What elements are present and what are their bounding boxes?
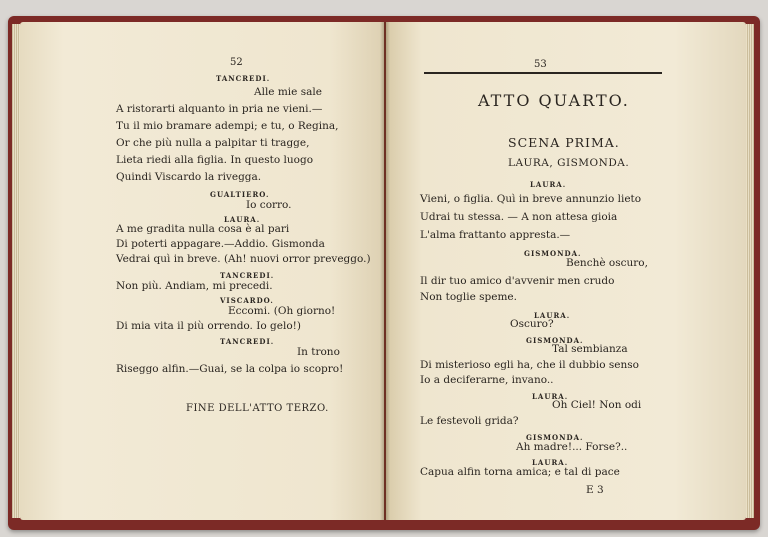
verse-line: Riseggo alfin.—Guai, se la colpa io scopro! xyxy=(116,363,344,375)
verse-line: A ristorarti alquanto in pria ne vieni.— xyxy=(116,103,323,115)
left-page-edges xyxy=(12,24,20,518)
left-page xyxy=(20,22,384,520)
speaker-label: TANCREDI. xyxy=(220,271,275,280)
page-number: 53 xyxy=(534,59,547,70)
verse-line: Benchè oscuro, xyxy=(566,257,648,269)
verse-line: Vieni, o figlia. Quì in breve annunzio lieto xyxy=(420,193,642,205)
verse-line: In trono xyxy=(297,346,340,358)
scene-cast: LAURA, GISMONDA. xyxy=(508,157,630,169)
speaker-label: LAURA. xyxy=(532,392,569,401)
speaker-label: GISMONDA. xyxy=(526,336,584,345)
act-title: ATTO QUARTO. xyxy=(478,91,630,110)
verse-line: A me gradita nulla cosa è al pari xyxy=(116,223,290,235)
verse-line: Oh Ciel! Non odi xyxy=(552,399,642,411)
speaker-label: GISMONDA. xyxy=(526,433,584,442)
verse-line: L'alma frattanto appresta.— xyxy=(420,229,571,241)
speaker-label: GISMONDA. xyxy=(524,249,582,258)
verse-line: Io a deciferarne, invano.. xyxy=(420,374,554,386)
right-page xyxy=(386,22,746,520)
speaker-label: LAURA. xyxy=(534,311,571,320)
verse-line: Non più. Andiam, mi precedi. xyxy=(116,280,273,292)
verse-line: Capua alfin torna amica; e tal di pace xyxy=(420,466,620,478)
speaker-label: LAURA. xyxy=(224,215,261,224)
verse-line: Non toglie speme. xyxy=(420,291,517,303)
verse-line: Io corro. xyxy=(246,199,292,211)
signature-mark: E 3 xyxy=(586,484,604,496)
verse-line: Udrai tu stessa. — A non attesa gioia xyxy=(420,211,618,223)
verse-line: Di misterioso egli ha, che il dubbio senso xyxy=(420,359,639,371)
verse-line: Di mia vita il più orrendo. Io gelo!) xyxy=(116,320,301,332)
verse-line: Quindi Viscardo la rivegga. xyxy=(116,171,262,183)
verse-line: Tu il mio bramare adempi; e tu, o Regina, xyxy=(116,120,339,132)
verse-line: Di poterti appagare.—Addio. Gismonda xyxy=(116,238,325,250)
right-page-edges xyxy=(746,24,754,518)
speaker-label: LAURA. xyxy=(532,458,569,467)
page-number: 52 xyxy=(230,57,243,68)
verse-line: Tal sembianza xyxy=(552,343,628,355)
speaker-label: GUALTIERO. xyxy=(210,190,270,199)
verse-line: Oscuro? xyxy=(510,318,554,330)
verse-line: Il dir tuo amico d'avvenir men crudo xyxy=(420,275,615,287)
verse-line: Vedrai quì in breve. (Ah! nuovi orror preveggo.) xyxy=(116,253,371,265)
act-end-label: FINE DELL'ATTO TERZO. xyxy=(186,403,329,414)
scene-title: SCENA PRIMA. xyxy=(508,135,620,150)
speaker-label: TANCREDI. xyxy=(216,74,271,83)
verse-line: Alle mie sale xyxy=(254,86,322,98)
verse-line: Lieta riedi alla figlia. In questo luogo xyxy=(116,154,314,166)
verse-line: Eccomi. (Oh giorno! xyxy=(228,305,336,317)
verse-line: Le festevoli grida? xyxy=(420,415,519,427)
header-rule xyxy=(424,72,662,74)
book-gutter xyxy=(380,22,390,520)
speaker-label: VISCARDO. xyxy=(220,296,274,305)
speaker-label: TANCREDI. xyxy=(220,337,275,346)
verse-line: Or che più nulla a palpitar ti tragge, xyxy=(116,137,310,149)
speaker-label: LAURA. xyxy=(530,180,567,189)
verse-line: Ah madre!... Forse?.. xyxy=(516,441,628,453)
